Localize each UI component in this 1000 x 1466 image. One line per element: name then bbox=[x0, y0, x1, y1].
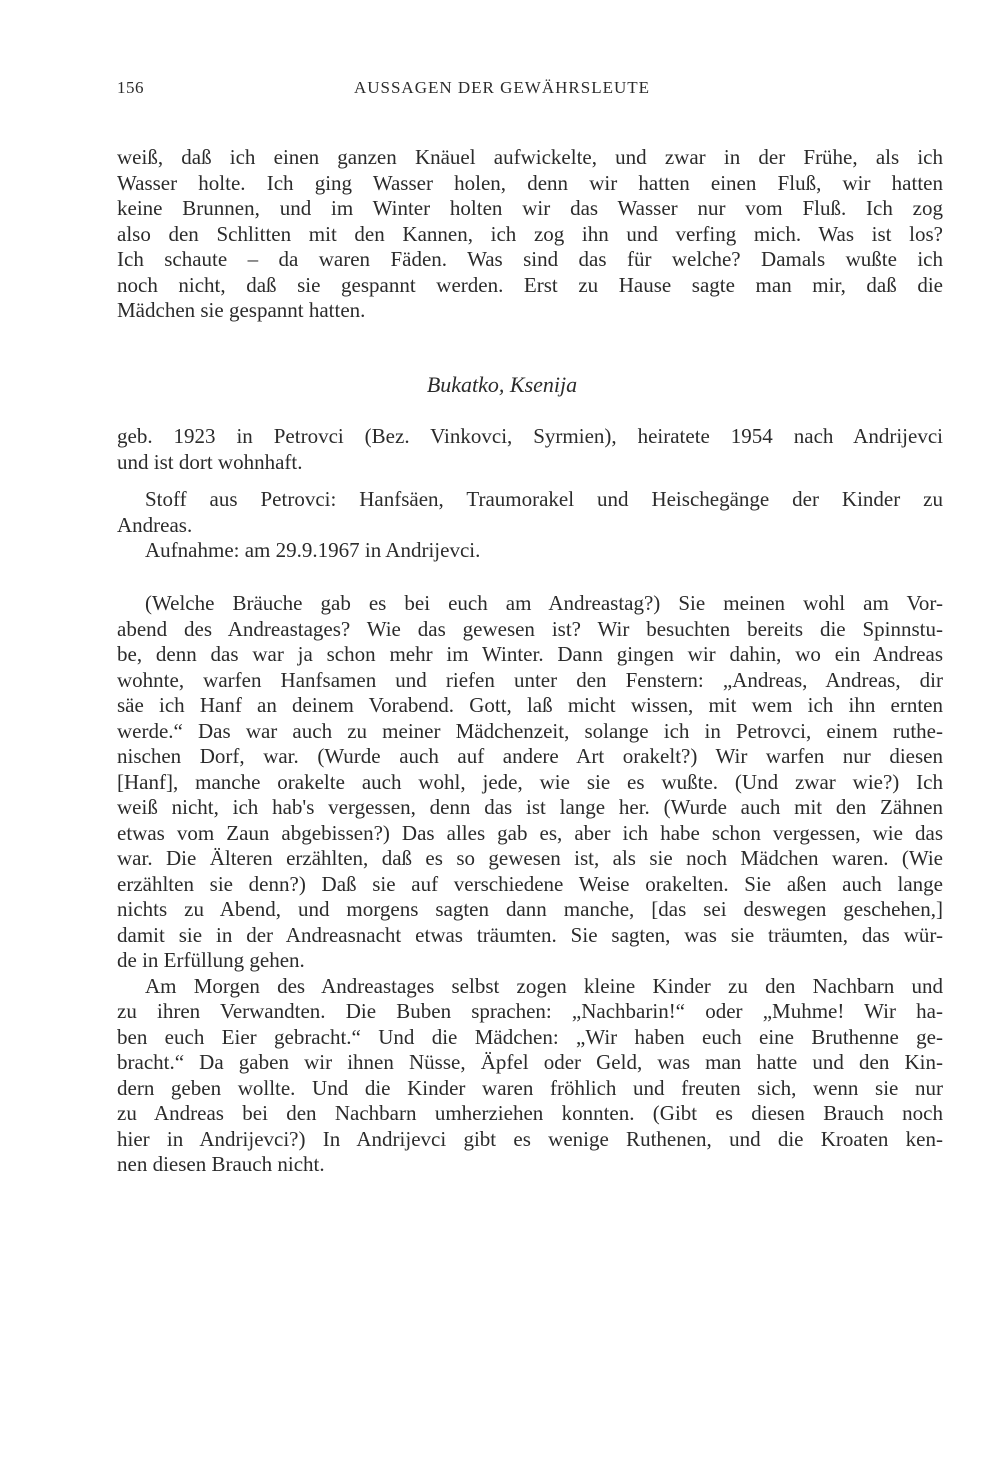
text-line: zu Andreas bei den Nachbarn umherziehen konnten. (Gibt es diesen Brauch noch bbox=[117, 1101, 943, 1125]
text-line: keine Brunnen, und im Winter holten wir das Wasser nur vom Fluß. Ich zog bbox=[117, 196, 943, 220]
text-line: erzählten sie denn?) Daß sie auf verschiedene Weise orakelten. Sie aßen auch lange bbox=[117, 871, 943, 896]
material-paragraph bbox=[117, 487, 943, 564]
text-line: zu ihren Verwandten. Die Buben sprachen: „Nachbarin!“ oder „Muhme! Wir ha- bbox=[117, 999, 943, 1023]
text-line: säe ich Hanf an deinem Vorabend. Gott, laß micht wissen, mit wem ich ihn ernten bbox=[117, 693, 943, 717]
text-line: nichts zu Abend, und morgens sagten dann manche, [das sei deswegen geschehen,] bbox=[117, 897, 943, 921]
running-title: AUSSAGEN DER GEWÄHRSLEUTE bbox=[353, 78, 651, 97]
text-line: war. Die Älteren erzählten, daß es so gewesen ist, als sie noch Mädchen waren. (Wie bbox=[117, 846, 943, 870]
text-line: Mädchen sie gespannt hatten. bbox=[117, 298, 366, 322]
text-line: damit sie in der Andreasnacht etwas träumten. Sie sagten, was sie träumten, das wür- bbox=[117, 922, 943, 947]
text-line: be, denn das war ja schon mehr im Winter. Dann gingen wir dahin, wo ein Andreas bbox=[117, 642, 943, 666]
text-line: weiß, daß ich einen ganzen Knäuel aufwickelte, und zwar in der Frühe, als ich bbox=[117, 145, 943, 169]
intro-paragraph bbox=[117, 145, 943, 324]
text-line: bracht.“ Da gaben wir ihnen Nüsse, Äpfel oder Geld, was man hatte und den Kin- bbox=[117, 1050, 943, 1074]
text-line: abend des Andreastages? Wie das gewesen ist? Wir besuchten bereits die Spinnstu- bbox=[117, 616, 943, 641]
text-line: Stoff aus Petrovci: Hanfsäen, Traumorakel und Heischegänge der Kinder zu bbox=[145, 487, 943, 511]
text-line: Ich schaute – da waren Fäden. Was sind das für welche? Damals wußte ich bbox=[117, 247, 943, 271]
text-line: ben euch Eier gebracht.“ Und die Mädchen: „Wir haben euch eine Bruthenne ge- bbox=[117, 1024, 943, 1049]
text-line: Andreas. bbox=[117, 512, 193, 537]
text-line: etwas vom Zaun abgebissen?) Das alles gab es, aber ich habe schon vergessen, wie das bbox=[117, 820, 943, 845]
text-line: hier in Andrijevci?) In Andrijevci gibt es wenige Ruthenen, und die Kroaten ken- bbox=[117, 1126, 943, 1151]
text-line: Am Morgen des Andreastages selbst zogen kleine Kinder zu den Nachbarn und bbox=[145, 973, 943, 998]
text-line: (Welche Bräuche gab es bei euch am Andreastag?) Sie meinen wohl am Vor- bbox=[145, 591, 943, 615]
text-line: also den Schlitten mit den Kannen, ich zog ihn und verfing mich. Was ist los? bbox=[117, 221, 943, 246]
text-line: weiß nicht, ich hab's vergessen, denn das ist lange her. (Wurde auch mit den Zähnen bbox=[117, 795, 943, 819]
section-heading: Bukatko, Ksenija bbox=[426, 372, 578, 397]
running-head bbox=[117, 78, 887, 104]
text-line: nen diesen Brauch nicht. bbox=[117, 1152, 325, 1176]
interview-text bbox=[117, 591, 943, 1178]
text-line: nischen Dorf, war. (Wurde auch auf andere Art orakelt?) Wir warfen nur diesen bbox=[117, 744, 943, 768]
text-line: und ist dort wohnhaft. bbox=[117, 449, 303, 474]
text-line: de in Erfüllung gehen. bbox=[117, 948, 305, 972]
text-line: Aufnahme: am 29.9.1967 in Andrijevci. bbox=[145, 538, 481, 562]
page-number: 156 bbox=[117, 78, 144, 97]
text-line: wohnte, warfen Hanfsamen und riefen unter den Fenstern: „Andreas, Andreas, dir bbox=[117, 667, 943, 692]
biography-paragraph bbox=[117, 424, 943, 475]
text-line: geb. 1923 in Petrovci (Bez. Vinkovci, Syrmien), heiratete 1954 nach Andrijevci bbox=[117, 424, 943, 448]
text-line: noch nicht, daß sie gespannt werden. Erst zu Hause sagte man mir, daß die bbox=[117, 272, 943, 297]
text-line: werde.“ Das war auch zu meiner Mädchenzeit, solange ich in Petrovci, einem ruthe- bbox=[117, 718, 943, 743]
text-line: dern geben wollte. Und die Kinder waren fröhlich und freuten sich, wenn sie nur bbox=[117, 1075, 943, 1100]
text-line: Wasser holte. Ich ging Wasser holen, denn wir hatten einen Fluß, wir hatten bbox=[117, 170, 943, 195]
text-line: [Hanf], manche orakelte auch wohl, jede, wie sie es wußte. (Und zwar wie?) Ich bbox=[117, 769, 943, 794]
